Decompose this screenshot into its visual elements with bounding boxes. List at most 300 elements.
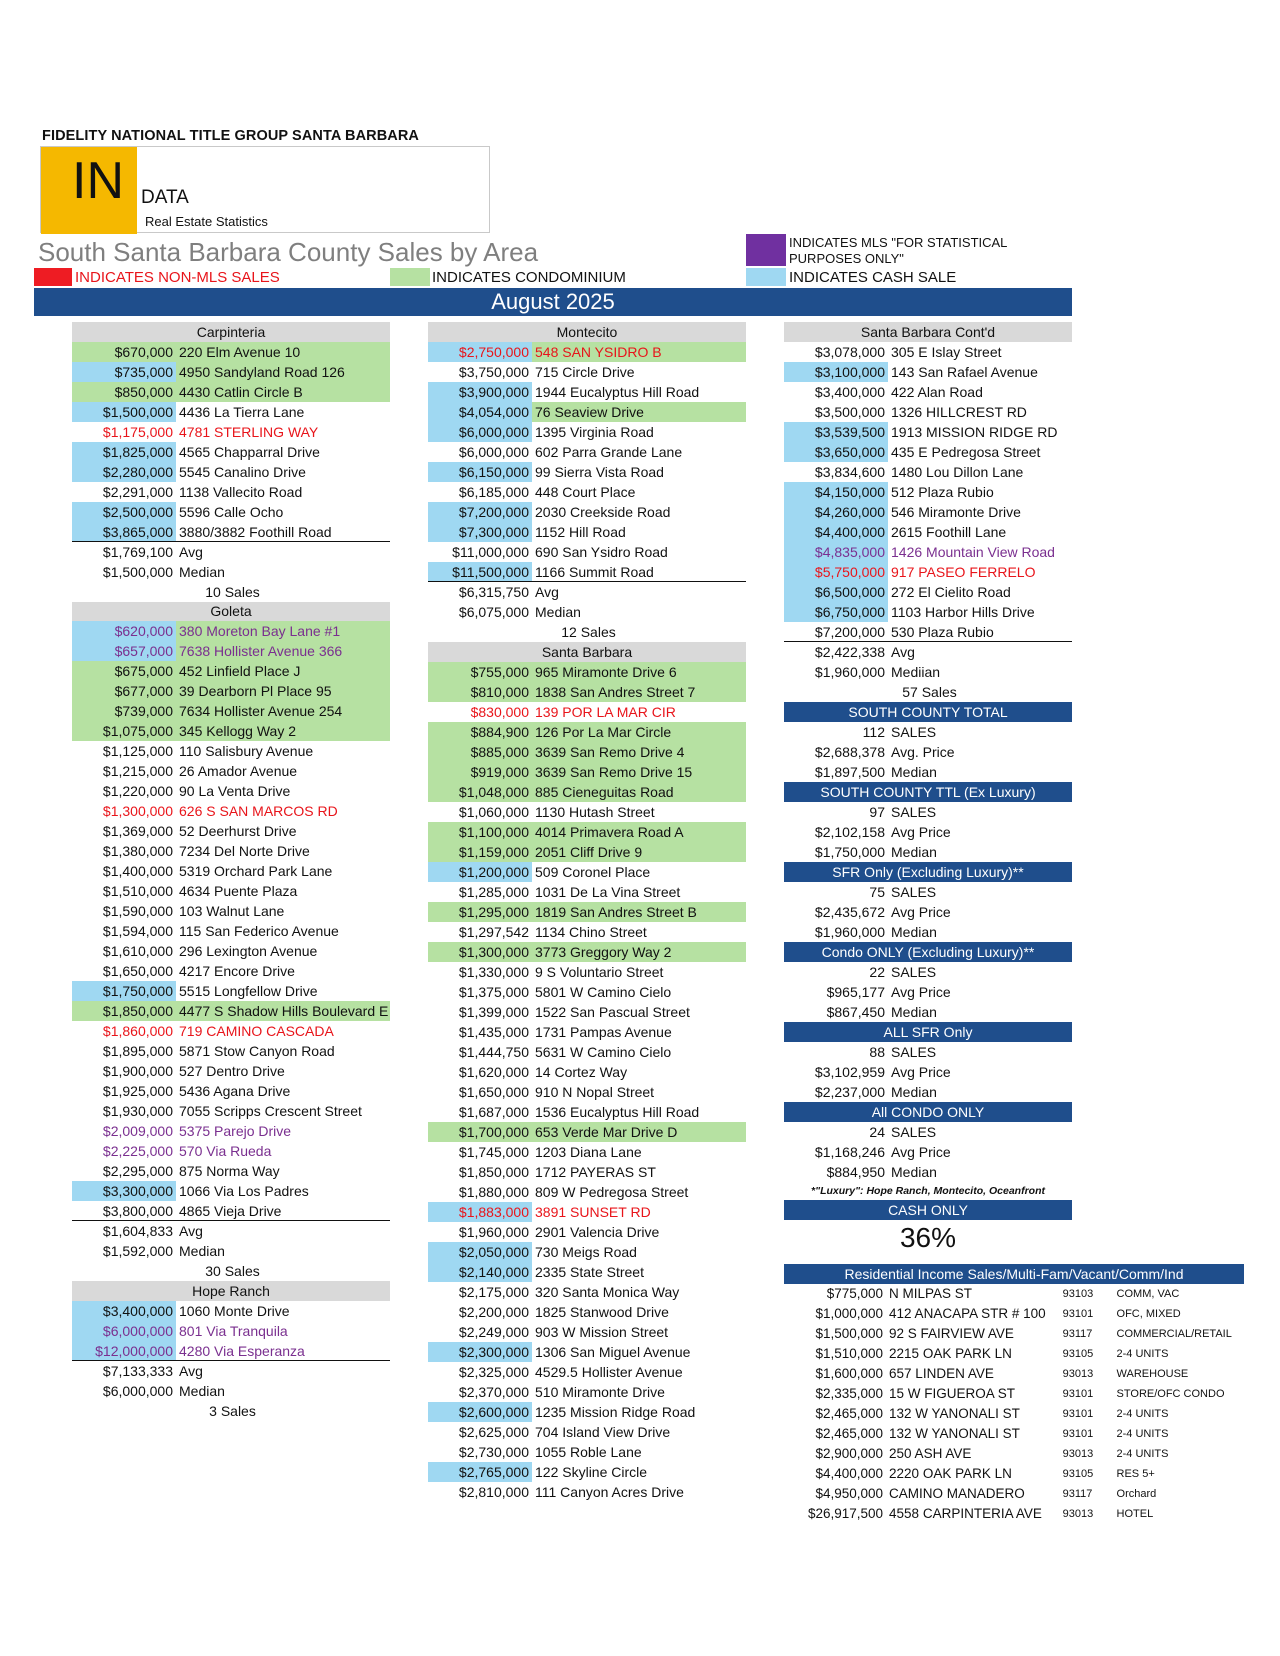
sale-price: $1,295,000 [428, 902, 532, 922]
sale-price: $3,865,000 [72, 522, 176, 541]
income-address: 132 W YANONALI ST [889, 1406, 1020, 1421]
summary-label: SALES [891, 964, 937, 980]
sale-address: 1055 Roble Lane [535, 1444, 642, 1460]
sale-address: 1130 Hutash Street [535, 804, 655, 820]
sale-address: 1712 PAYERAS ST [535, 1164, 656, 1180]
santa-barbara-sale-row [428, 1362, 746, 1382]
sale-price: $1,895,000 [102, 1043, 173, 1059]
sale-address: 4950 Sandyland Road 126 [176, 362, 390, 382]
santa-barbara-sale-row [428, 1062, 746, 1082]
montecito-median-row: $6,075,000 Median [458, 604, 581, 620]
sale-address: 546 Miramonte Drive [891, 504, 1021, 520]
income-sale-row [784, 1344, 1244, 1364]
summary-sales-count-row [784, 1122, 1072, 1142]
sale-address: 422 Alan Road [891, 384, 983, 400]
santa-barbara-sale-row [428, 1042, 746, 1062]
legend-swatch-cash [746, 268, 786, 286]
income-type: 2-4 UNITS [1116, 1348, 1169, 1360]
summary-value: $867,450 [826, 1004, 885, 1020]
sale-address: 1819 San Andres Street B [532, 902, 746, 922]
goleta-sale-row [72, 1001, 390, 1021]
carpinteria-sale-row [72, 362, 390, 382]
sale-address: 110 Salisbury Avenue [179, 743, 314, 759]
santa-barbara-contd-sale-row [784, 462, 1072, 482]
santa-barbara-sale-row [428, 822, 746, 842]
sale-price: $670,000 [72, 342, 176, 362]
summary-value: $1,960,000 [814, 924, 885, 940]
income-address: N MILPAS ST [889, 1286, 973, 1301]
column-montecito-santa-barbara [428, 322, 746, 1502]
sale-address: 4217 Encore Drive [179, 963, 295, 979]
income-sale-row [784, 1304, 1244, 1324]
sale-address: 5596 Calle Ocho [179, 504, 284, 520]
legend-condo: INDICATES CONDOMINIUM [432, 269, 626, 286]
income-price: $1,500,000 [815, 1326, 884, 1341]
goleta-sale-row [72, 781, 390, 801]
sale-address: 602 Parra Grande Lane [535, 444, 683, 460]
summary-title-south-ex-lux: SOUTH COUNTY TTL (Ex Luxury) [784, 782, 1072, 802]
sale-address: 220 Elm Avenue 10 [176, 342, 390, 362]
goleta-sale-row [72, 921, 390, 941]
income-address: 15 W FIGUEROA ST [889, 1386, 1016, 1401]
legend-non-mls: INDICATES NON-MLS SALES [75, 269, 280, 286]
sale-address: 5375 Parejo Drive [179, 1123, 292, 1139]
sale-address: 690 San Ysidro Road [535, 544, 668, 560]
santa-barbara-contd-sale-row [784, 402, 1072, 422]
santa-barbara-contd-sale-row [784, 542, 1072, 562]
sale-address: 139 POR LA MAR CIR [535, 704, 676, 720]
income-sale-row [784, 1484, 1244, 1504]
sale-price: $1,220,000 [102, 783, 173, 799]
sale-address: 5871 Stow Canyon Road [179, 1043, 335, 1059]
summary-median-price-row [784, 762, 1072, 782]
luxury-footnote: *"Luxury": Hope Ranch, Montecito, Oceanfront [811, 1185, 1045, 1197]
sale-price: $1,435,000 [458, 1024, 529, 1040]
summary-median-price-row [784, 1082, 1072, 1102]
sale-address: 52 Deerhurst Drive [179, 823, 297, 839]
sale-price: $1,100,000 [428, 822, 532, 842]
sale-price: $2,291,000 [102, 484, 173, 500]
santa-barbara-contd-sale-row [784, 502, 1072, 522]
sale-price: $1,850,000 [72, 1001, 176, 1021]
income-zip: 93105 [1062, 1468, 1094, 1480]
sale-price: $2,300,000 [428, 1342, 532, 1362]
income-price: $4,950,000 [815, 1486, 884, 1501]
sale-address: 2030 Creekside Road [535, 504, 671, 520]
sale-address: 1103 Harbor Hills Drive [891, 604, 1035, 620]
sale-address: 1134 Chino Street [535, 924, 647, 940]
income-table-title: Residential Income Sales/Multi-Fam/Vacant/Comm/Ind [784, 1264, 1244, 1284]
sale-price: $3,800,000 [102, 1203, 173, 1219]
sale-address: 1060 Monte Drive [179, 1303, 290, 1319]
santa-barbara-sale-row [428, 1402, 746, 1422]
summary-median-price-row [784, 842, 1072, 862]
sale-price: $1,159,000 [428, 842, 532, 862]
income-type: COMM, VAC [1116, 1288, 1180, 1300]
sale-address: 7634 Hollister Avenue 254 [176, 701, 390, 721]
sale-price: $884,900 [428, 722, 532, 742]
sale-price: $1,285,000 [458, 884, 529, 900]
goleta-sale-row [72, 1121, 390, 1141]
summary-title-sfr-only: SFR Only (Excluding Luxury)** [784, 862, 1072, 882]
income-type: 2-4 UNITS [1116, 1408, 1169, 1420]
sale-price: $1,060,000 [458, 804, 529, 820]
income-sale-row [784, 1324, 1244, 1344]
sale-price: $2,750,000 [428, 342, 532, 362]
sale-price: $6,000,000 [428, 422, 532, 442]
sale-address: 111 Canyon Acres Drive [535, 1484, 684, 1500]
income-price: $2,465,000 [815, 1426, 884, 1441]
sale-address: 1152 Hill Road [535, 524, 626, 540]
legend-cash: INDICATES CASH SALE [789, 269, 957, 286]
sale-address: 39 Dearborn Pl Place 95 [176, 681, 390, 701]
income-price: $2,900,000 [815, 1446, 884, 1461]
income-sale-row [784, 1444, 1244, 1464]
sale-address: 448 Court Place [535, 484, 636, 500]
income-zip: 93117 [1062, 1488, 1093, 1500]
montecito-sale-row [428, 462, 746, 482]
santa-barbara-sale-row [428, 1002, 746, 1022]
santa-barbara-sale-row [428, 982, 746, 1002]
sale-address: 2901 Valencia Drive [535, 1224, 660, 1240]
sale-price: $677,000 [72, 681, 176, 701]
sale-address: 296 Lexington Avenue [179, 943, 318, 959]
summary-label: Avg. Price [891, 744, 955, 760]
sale-price: $5,750,000 [784, 562, 888, 582]
summary-label: SALES [891, 804, 937, 820]
income-price: $26,917,500 [807, 1506, 884, 1521]
sale-address: 4865 Vieja Drive [179, 1203, 282, 1219]
sale-price: $2,765,000 [428, 1462, 532, 1482]
sale-address: 704 Island View Drive [535, 1424, 671, 1440]
income-sale-row [784, 1464, 1244, 1484]
sale-price: $1,175,000 [102, 424, 173, 440]
sale-address: 1066 Via Los Padres [179, 1183, 309, 1199]
sale-address: 1944 Eucalyptus Hill Road [535, 384, 700, 400]
santa-barbara-contd-sale-row [784, 422, 1072, 442]
summary-median-price-row [784, 922, 1072, 942]
montecito-sale-row [428, 402, 746, 422]
sale-address: 4529.5 Hollister Avenue [535, 1364, 683, 1380]
goleta-sale-row [72, 981, 390, 1001]
sale-address: 917 PASEO FERRELO [891, 564, 1036, 580]
summary-value: $2,102,158 [814, 824, 885, 840]
hope-ranch-median-row: $6,000,000 Median [102, 1383, 225, 1399]
section-title-goleta: Goleta [72, 602, 390, 621]
sale-address: 4634 Puente Plaza [179, 883, 298, 899]
income-price: $2,335,000 [815, 1386, 884, 1401]
sale-address: 5436 Agana Drive [179, 1083, 291, 1099]
sale-price: $3,100,000 [784, 362, 888, 382]
income-sale-row [784, 1284, 1244, 1304]
santa-barbara-sale-row [428, 1082, 746, 1102]
goleta-sale-row [72, 621, 390, 641]
carpinteria-sale-row [72, 482, 390, 502]
summary-value: $3,102,959 [814, 1064, 885, 1080]
sale-price: $1,444,750 [458, 1044, 529, 1060]
column-carpinteria-goleta-hope [72, 322, 390, 1421]
sale-address: 1306 San Miguel Avenue [535, 1344, 691, 1360]
income-price: $2,465,000 [815, 1406, 884, 1421]
summary-sales-count-row [784, 802, 1072, 822]
sale-address: 4014 Primavera Road A [532, 822, 746, 842]
sale-price: $6,150,000 [428, 462, 532, 482]
sale-price: $4,835,000 [784, 542, 888, 562]
santa-barbara-contd-sale-row [784, 442, 1072, 462]
santa-barbara-sale-row [428, 882, 746, 902]
sale-address: 4565 Chapparral Drive [179, 444, 320, 460]
goleta-sale-row [72, 1181, 390, 1201]
sale-price: $2,225,000 [102, 1143, 173, 1159]
summary-label: Median [891, 1084, 937, 1100]
carpinteria-sale-row [72, 502, 390, 522]
summary-sales-count-row [784, 722, 1072, 742]
summary-value: $2,237,000 [814, 1084, 885, 1100]
summary-label: SALES [891, 724, 937, 740]
summary-value: 24 [869, 1124, 885, 1140]
santa-barbara-contd-sale-row [784, 602, 1072, 622]
goleta-sale-row [72, 801, 390, 821]
logo-in-text: IN [72, 152, 124, 210]
sale-address: 527 Dentro Drive [179, 1063, 285, 1079]
sale-price: $1,300,000 [102, 803, 173, 819]
santa-barbara-sale-row [428, 1242, 746, 1262]
goleta-sales-count: 30 Sales [205, 1263, 260, 1279]
santa-barbara-contd-sale-row [784, 382, 1072, 402]
sale-price: $1,900,000 [102, 1063, 173, 1079]
sale-address: 885 Cieneguitas Road [532, 782, 746, 802]
sale-address: 345 Kellogg Way 2 [176, 721, 390, 741]
montecito-sale-row [428, 562, 746, 582]
carpinteria-sale-row [72, 442, 390, 462]
santa-barbara-sale-row [428, 702, 746, 722]
santa-barbara-sale-row [428, 1122, 746, 1142]
sale-address: 3639 San Remo Drive 15 [532, 762, 746, 782]
santa-barbara-sale-row [428, 682, 746, 702]
sale-price: $3,400,000 [72, 1301, 176, 1321]
sale-price: $1,590,000 [102, 903, 173, 919]
santa-barbara-sale-row [428, 1202, 746, 1222]
section-title-hope-ranch: Hope Ranch [72, 1281, 390, 1301]
goleta-sale-row [72, 681, 390, 701]
summary-sales-count-row [784, 882, 1072, 902]
sale-address: 1203 Diana Lane [535, 1144, 642, 1160]
income-sales-table [784, 1264, 1244, 1524]
goleta-sale-row [72, 1081, 390, 1101]
montecito-sale-row [428, 442, 746, 462]
santa-barbara-sale-row [428, 1482, 746, 1502]
sb-contd-avg-row: $2,422,338 Avg [814, 644, 915, 660]
sale-price: $2,295,000 [102, 1163, 173, 1179]
summary-value: $884,950 [826, 1164, 885, 1180]
sale-address: 90 La Venta Drive [179, 783, 291, 799]
sale-address: 1395 Virginia Road [535, 424, 654, 440]
sale-price: $1,925,000 [102, 1083, 173, 1099]
sale-address: 14 Cortez Way [535, 1064, 628, 1080]
income-type: RES 5+ [1116, 1468, 1155, 1480]
sale-price: $850,000 [72, 382, 176, 402]
hope-ranch-sale-row [72, 1321, 390, 1341]
sale-price: $1,400,000 [102, 863, 173, 879]
sale-price: $12,000,000 [72, 1341, 176, 1360]
sale-address: 626 S SAN MARCOS RD [179, 803, 338, 819]
income-sale-row [784, 1364, 1244, 1384]
sale-address: 512 Plaza Rubio [891, 484, 994, 500]
hope-ranch-sale-row [72, 1301, 390, 1321]
sale-address: 3891 SUNSET RD [535, 1204, 651, 1220]
summary-value: $2,688,378 [814, 744, 885, 760]
sale-price: $6,500,000 [784, 582, 888, 602]
sale-price: $3,500,000 [814, 404, 885, 420]
income-type: 2-4 UNITS [1116, 1428, 1169, 1440]
income-zip: 93101 [1062, 1308, 1094, 1320]
sale-address: 99 Sierra Vista Road [535, 464, 664, 480]
income-address: 2215 OAK PARK LN [889, 1346, 1012, 1361]
income-price: $4,400,000 [815, 1466, 884, 1481]
sale-address: 548 SAN YSIDRO B [532, 342, 746, 362]
santa-barbara-contd-sale-row [784, 482, 1072, 502]
sb-contd-sales-count: 57 Sales [902, 684, 957, 700]
sale-price: $2,730,000 [458, 1444, 529, 1460]
sale-price: $2,175,000 [458, 1284, 529, 1300]
santa-barbara-sale-row [428, 942, 746, 962]
income-type: HOTEL [1116, 1508, 1154, 1520]
sale-address: 3639 San Remo Drive 4 [532, 742, 746, 762]
santa-barbara-sale-row [428, 842, 746, 862]
month-banner: August 2025 [34, 288, 1072, 316]
summary-avg-price-row [784, 742, 1072, 762]
montecito-avg-row: $6,315,750 Avg [458, 584, 559, 600]
income-type: WAREHOUSE [1116, 1368, 1189, 1380]
santa-barbara-sale-row [428, 1102, 746, 1122]
summary-value: 97 [869, 804, 885, 820]
sale-price: $1,048,000 [428, 782, 532, 802]
summary-title-all-sfr: ALL SFR Only [784, 1022, 1072, 1042]
goleta-avg-row: $1,604,833 Avg [102, 1223, 203, 1239]
sale-address: 2051 Cliff Drive 9 [532, 842, 746, 862]
sale-price: $11,500,000 [428, 562, 532, 581]
sale-price: $1,687,000 [458, 1104, 529, 1120]
montecito-sale-row [428, 482, 746, 502]
sale-address: 7638 Hollister Avenue 366 [176, 641, 390, 661]
goleta-sale-row [72, 641, 390, 661]
sale-price: $1,215,000 [102, 763, 173, 779]
carpinteria-avg-row: $1,769,100 Avg [102, 544, 203, 560]
summary-label: Median [891, 764, 937, 780]
legend-mls-stat: INDICATES MLS "FOR STATISTICAL PURPOSES ONLY" [789, 235, 1007, 266]
sale-address: 5801 W Camino Cielo [535, 984, 672, 1000]
montecito-sale-row [428, 422, 746, 442]
santa-barbara-sale-row [428, 1422, 746, 1442]
sale-address: 1536 Eucalyptus Hill Road [535, 1104, 700, 1120]
goleta-sale-row [72, 1201, 390, 1221]
sale-address: 435 E Pedregosa Street [891, 444, 1041, 460]
sale-address: 3773 Greggory Way 2 [532, 942, 746, 962]
montecito-sale-row [428, 502, 746, 522]
sale-address: 4280 Via Esperanza [179, 1343, 305, 1359]
sale-address: 5319 Orchard Park Lane [179, 863, 333, 879]
summary-value: 75 [869, 884, 885, 900]
sale-price: $2,325,000 [458, 1364, 529, 1380]
goleta-sale-row [72, 1101, 390, 1121]
sale-address: 7055 Scripps Crescent Street [179, 1103, 362, 1119]
summary-avg-price-row [784, 822, 1072, 842]
sale-address: 3880/3882 Foothill Road [179, 524, 332, 540]
sale-price: $620,000 [72, 621, 176, 641]
goleta-sale-row [72, 861, 390, 881]
sale-address: 910 N Nopal Street [535, 1084, 655, 1100]
santa-barbara-sale-row [428, 1322, 746, 1342]
santa-barbara-contd-sale-row [784, 582, 1072, 602]
sale-address: 715 Circle Drive [535, 364, 635, 380]
goleta-sale-row [72, 1041, 390, 1061]
sale-address: 530 Plaza Rubio [891, 624, 994, 640]
santa-barbara-contd-sale-row [784, 522, 1072, 542]
sale-price: $1,075,000 [72, 721, 176, 741]
goleta-sale-row [72, 941, 390, 961]
sale-address: 509 Coronel Place [535, 864, 651, 880]
santa-barbara-contd-sale-row [784, 622, 1072, 642]
summary-label: SALES [891, 1044, 937, 1060]
sale-address: 1138 Vallecito Road [179, 484, 303, 500]
income-zip: 93013 [1062, 1368, 1094, 1380]
cash-only-title: CASH ONLY [784, 1200, 1072, 1220]
santa-barbara-sale-row [428, 722, 746, 742]
summary-label: SALES [891, 884, 937, 900]
income-type: STORE/OFC CONDO [1116, 1388, 1225, 1400]
sale-price: $810,000 [428, 682, 532, 702]
goleta-sale-row [72, 881, 390, 901]
income-price: $1,600,000 [815, 1366, 884, 1381]
sale-price: $885,000 [428, 742, 532, 762]
summary-value: $2,435,672 [814, 904, 885, 920]
income-zip: 93103 [1062, 1288, 1094, 1300]
sale-price: $2,500,000 [72, 502, 176, 522]
sale-address: 1838 San Andres Street 7 [532, 682, 746, 702]
sale-price: $3,650,000 [784, 442, 888, 462]
santa-barbara-sale-row [428, 1342, 746, 1362]
santa-barbara-sale-row [428, 662, 746, 682]
sale-address: 4781 STERLING WAY [179, 424, 319, 440]
section-title-carpinteria: Carpinteria [72, 322, 390, 342]
sale-address: 126 Por La Mar Circle [532, 722, 746, 742]
sale-price: $3,834,600 [814, 464, 885, 480]
summary-title-all-condo: All CONDO ONLY [784, 1102, 1072, 1122]
income-sale-row [784, 1384, 1244, 1404]
sale-price: $739,000 [72, 701, 176, 721]
summary-label: Avg Price [891, 824, 951, 840]
carpinteria-sale-row [72, 382, 390, 402]
sale-address: 4477 S Shadow Hills Boulevard E [176, 1001, 390, 1021]
santa-barbara-sale-row [428, 1022, 746, 1042]
santa-barbara-sale-row [428, 1142, 746, 1162]
sale-address: 510 Miramonte Drive [535, 1384, 665, 1400]
page-title: South Santa Barbara County Sales by Area [38, 237, 539, 267]
sale-address: 5515 Longfellow Drive [179, 983, 318, 999]
sale-price: $830,000 [470, 704, 529, 720]
sale-price: $2,370,000 [458, 1384, 529, 1400]
goleta-sale-row [72, 1061, 390, 1081]
summary-label: SALES [891, 1124, 937, 1140]
santa-barbara-sale-row [428, 1262, 746, 1282]
sale-price: $4,400,000 [784, 522, 888, 542]
summary-label: Avg Price [891, 904, 951, 920]
income-address: CAMINO MANADERO [889, 1486, 1025, 1501]
sale-address: 719 CAMINO CASCADA [179, 1023, 334, 1039]
sale-address: 1825 Stanwood Drive [535, 1304, 669, 1320]
sale-price: $2,140,000 [428, 1262, 532, 1282]
summary-value: $1,897,500 [814, 764, 885, 780]
